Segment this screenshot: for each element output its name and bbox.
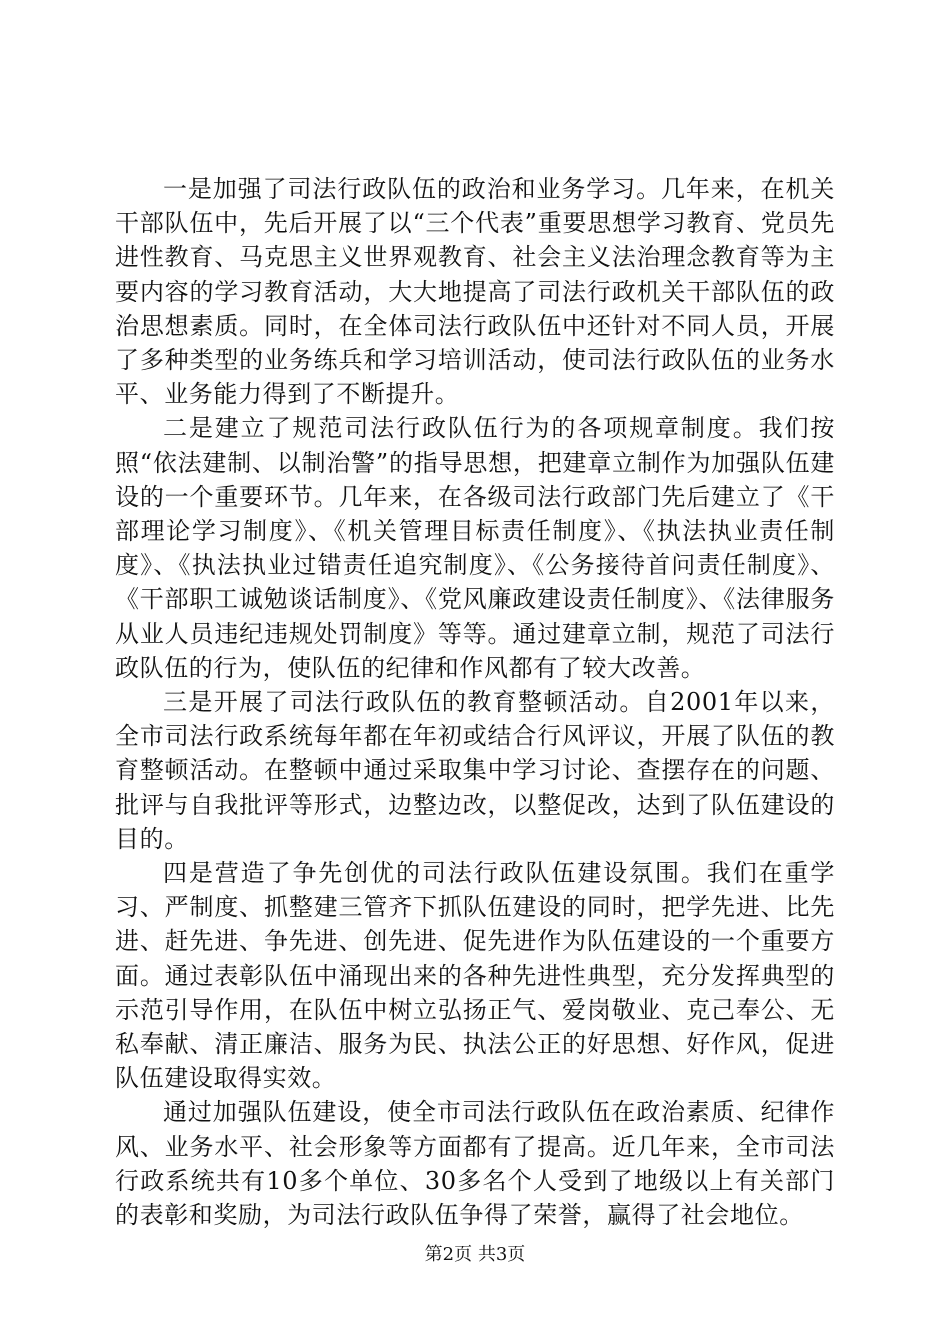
paragraph-political-study: 一是加强了司法行政队伍的政治和业务学习。几年来，在机关干部队伍中，先后开展了以“三个代表”重要思想学习教育、党员先进性教育、马克思主义世界观教育、社会主义法治理念教育等为主要内容的学习教育活动，大大地提高了司法行政机关干部队伍的政治思想素质。同时，在全体司法行政队伍中还针对不同人员，开展了多种类型的业务练兵和学习培训活动，使司法行政队伍的业务水平、业务能力得到了不断提升。 — [115, 175, 835, 409]
paragraph-results: 通过加强队伍建设，使全市司法行政队伍在政治素质、纪律作风、业务水平、社会形象等方面都有了提高。近几年来，全市司法行政系统共有10多个单位、30多名个人受到了地级以上有关部门的表彰和奖励，为司法行政队伍争得了荣誉，赢得了社会地位。 — [115, 1098, 835, 1230]
paragraph-rules-system: 二是建立了规范司法行政队伍行为的各项规章制度。我们按照“依法建制、以制治警”的指导思想，把建章立制作为加强队伍建设的一个重要环节。几年来，在各级司法行政部门先后建立了《干部理论学习制度》、《机关管理目标责任制度》、《执法执业责任制度》、《执法执业过错责任追究制度》、《公务接待首问责任制度》、《干部职工诚勉谈话制度》、《党风廉政建设责任制度》、《法律服务从业人员违纪违规处罚制度》等等。通过建章立制，规范了司法行政队伍的行为，使队伍的纪律和作风都有了较大改善。 — [115, 414, 835, 682]
page-number-footer: 第2页 共3页 — [424, 1244, 526, 1265]
paragraph-rectification: 三是开展了司法行政队伍的教育整顿活动。自2001年以来，全市司法行政系统每年都在年初或结合行风评议，开展了队伍的教育整顿活动。在整顿中通过采取集中学习讨论、查摆存在的问题、批评与自我批评等形式，边整边改，以整促改，达到了队伍建设的目的。 — [115, 688, 835, 853]
paragraph-excellence-atmosphere: 四是营造了争先创优的司法行政队伍建设氛围。我们在重学习、严制度、抓整建三管齐下抓队伍建设的同时，把学先进、比先进、赶先进、争先进、创先进、促先进作为队伍建设的一个重要方面。通过表彰队伍中涌现出来的各种先进性典型，充分发挥典型的示范引导作用，在队伍中树立弘扬正气、爱岗敬业、克己奉公、无私奉献、清正廉洁、服务为民、执法公正的好思想、好作风，促进队伍建设取得实效。 — [115, 859, 835, 1093]
document-body — [115, 172, 835, 1232]
